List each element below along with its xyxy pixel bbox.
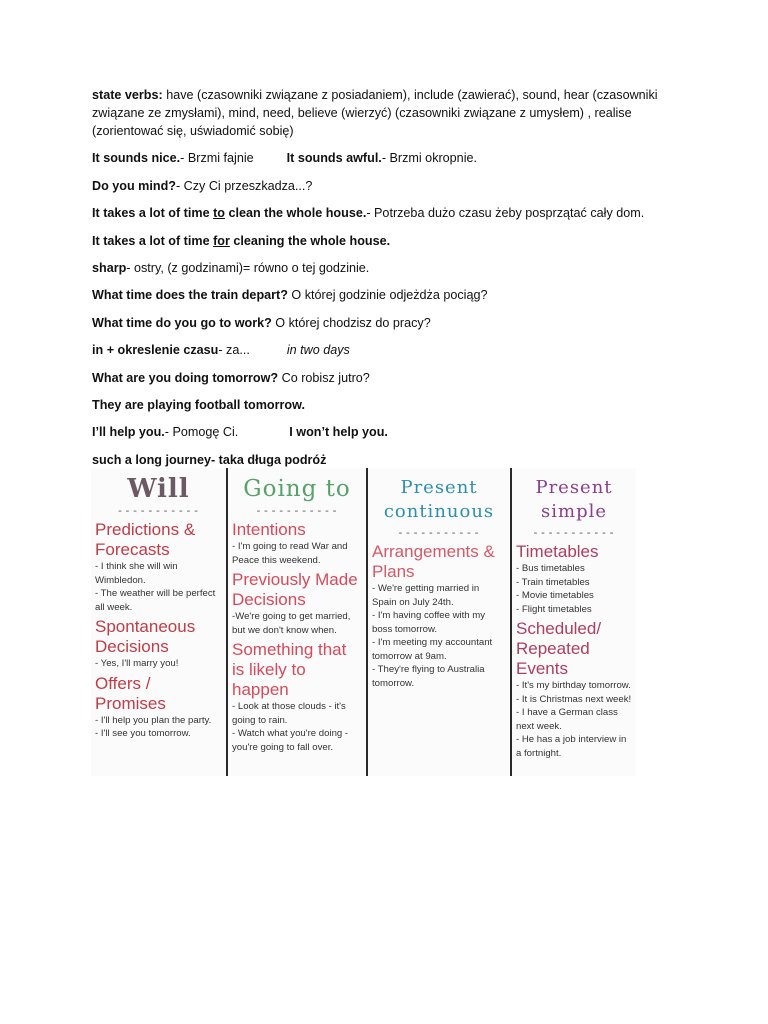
sharp-en: sharp xyxy=(92,260,127,275)
sounds-nice-pl: - Brzmi fajnie xyxy=(180,151,254,166)
help-paragraph xyxy=(92,423,682,441)
present-simple-example: - He has a job interview in a fortnight. xyxy=(516,734,627,759)
going-to-heading-intentions: Intentions xyxy=(232,520,306,539)
present-continuous-column xyxy=(368,468,510,776)
state-verbs-line1: have (czasowniki związane z posiadaniem), include (zawierać), sound, hear (czasowniki xyxy=(162,88,658,102)
going-to-example: - Watch what you're doing - you're going to fall over. xyxy=(232,728,349,753)
going-to-example: - Look at those clouds - it's going to rain. xyxy=(232,701,346,726)
mind-paragraph xyxy=(92,177,682,195)
train-paragraph xyxy=(92,286,682,304)
will-title: Will xyxy=(127,474,190,504)
present-simple-example: - It is Christmas next week! xyxy=(516,693,632,705)
document-body xyxy=(92,86,682,478)
tomorrow-pl: Co robisz jutro? xyxy=(278,370,370,385)
work-paragraph xyxy=(92,314,682,332)
will-example: - I'll help you plan the party. xyxy=(95,714,212,726)
will-heading-predictions: Predictions & Forecasts xyxy=(95,520,196,559)
takes-for-post: cleaning the whole house. xyxy=(229,233,391,248)
present-simple-heading-timetables: Timetables xyxy=(516,542,599,561)
state-verbs-paragraph xyxy=(92,86,682,140)
present-simple-title xyxy=(516,476,632,524)
state-verbs-line3: (zorientować się, uświadomić sobię) xyxy=(92,124,294,138)
mind-pl: - Czy Ci przeszkadza...? xyxy=(175,178,313,193)
will-heading-offers: Offers / Promises xyxy=(95,673,166,713)
sounds-paragraph xyxy=(92,149,682,167)
present-simple-example: - Train timetables xyxy=(516,576,590,588)
football-paragraph xyxy=(92,396,682,414)
help-en: I’ll help you. xyxy=(92,425,165,440)
present-continuous-divider: ----------- xyxy=(397,526,481,539)
going-to-heading-decisions: Previously Made Decisions xyxy=(232,570,358,609)
future-tenses-infographic xyxy=(91,468,636,776)
will-heading-spontaneous: Spontaneous Decisions xyxy=(95,617,196,656)
going-to-example: - I'm going to read War and Peace this weekend. xyxy=(232,541,348,566)
sharp-paragraph xyxy=(92,259,682,277)
will-column xyxy=(91,468,226,776)
state-verbs-line2: związane ze zmysłami), mind, need, believe (wierzyć) (czasowniki związane z umysłem) , realise xyxy=(92,106,632,120)
present-continuous-example: - We're getting married in Spain on July 24th. xyxy=(372,583,480,608)
will-example: - Yes, I'll marry you! xyxy=(95,658,179,669)
mind-en: Do you mind? xyxy=(92,178,176,193)
journey-pl: - taka długa podróż xyxy=(210,452,327,467)
present-continuous-title-line1: Present xyxy=(400,477,478,498)
present-simple-column xyxy=(512,468,636,776)
journey-paragraph xyxy=(92,451,682,469)
in-time-paragraph xyxy=(92,341,682,359)
tomorrow-en: What are you doing tomorrow? xyxy=(92,370,279,385)
present-continuous-example: - I'm meeting my accountant tomorrow at 9am. xyxy=(372,637,493,662)
sounds-awful-pl: - Brzmi okropnie. xyxy=(381,151,477,166)
present-simple-example: - Flight timetables xyxy=(516,603,592,615)
takes-to-paragraph xyxy=(92,204,682,222)
present-continuous-heading: Arrangements & Plans xyxy=(372,542,495,581)
going-to-title: Going to xyxy=(243,476,351,502)
in-time-pl: - za... xyxy=(218,343,250,358)
help-pl: - Pomogę Ci. xyxy=(164,425,239,440)
in-time-example: in two days xyxy=(286,343,350,358)
takes-to-pre: It takes a lot of time xyxy=(92,206,214,221)
will-example: - I'll see you tomorrow. xyxy=(95,728,191,739)
tomorrow-paragraph xyxy=(92,369,682,387)
work-pl: O której chodzisz do pracy? xyxy=(271,315,431,330)
present-simple-title-line1: Present xyxy=(535,477,613,498)
train-en: What time does the train depart? xyxy=(92,288,288,303)
present-simple-example: - It's my birthday tomorrow. xyxy=(516,680,631,691)
present-simple-example: - I have a German class next week. xyxy=(516,707,618,732)
going-to-divider: ----------- xyxy=(255,504,339,517)
present-simple-title-line2: simple xyxy=(541,501,607,522)
present-simple-divider: ----------- xyxy=(532,526,616,539)
will-example: - I think she will win Wimbledon. xyxy=(95,561,178,586)
state-verbs-label: state verbs: xyxy=(92,88,163,102)
present-simple-heading-scheduled: Scheduled/ Repeated Events xyxy=(516,619,602,678)
takes-to-underlined: to xyxy=(213,206,225,221)
present-continuous-title-line2: continuous xyxy=(383,501,495,522)
takes-to-post: clean the whole house. xyxy=(224,206,367,221)
sounds-nice-en: It sounds nice. xyxy=(92,151,181,166)
going-to-example: -We're going to get married, but we don't know when. xyxy=(232,611,351,636)
in-time-en: in + okreslenie czasu xyxy=(92,343,219,358)
takes-to-pl: - Potrzeba dużo czasu żeby posprzątać cały dom. xyxy=(366,206,645,221)
will-example: - The weather will be perfect all week. xyxy=(95,588,216,613)
present-simple-example: - Movie timetables xyxy=(516,590,594,601)
sharp-pl: - ostry, (z godzinami)= równo o tej godzinie. xyxy=(126,260,370,275)
takes-for-underlined: for xyxy=(213,233,230,248)
present-continuous-example: - I'm having coffee with my boss tomorrow. xyxy=(372,610,486,635)
sounds-awful-en: It sounds awful. xyxy=(286,151,382,166)
takes-for-pre: It takes a lot of time xyxy=(92,233,214,248)
journey-en: such a long journey xyxy=(92,452,211,467)
will-divider: ----------- xyxy=(116,504,201,517)
wont-help-en: I won’t help you. xyxy=(289,425,388,440)
present-simple-example: - Bus timetables xyxy=(516,563,585,574)
train-pl: O której godzinie odjeżdża pociąg? xyxy=(287,288,488,303)
football-en: They are playing football tomorrow. xyxy=(92,397,305,412)
takes-for-paragraph xyxy=(92,232,682,250)
work-en: What time do you go to work? xyxy=(92,315,272,330)
going-to-heading-likely: Something that is likely to happen xyxy=(232,640,347,699)
present-continuous-example: - They're flying to Australia tomorrow. xyxy=(372,664,485,689)
going-to-column xyxy=(228,468,366,776)
present-continuous-title xyxy=(372,476,506,524)
